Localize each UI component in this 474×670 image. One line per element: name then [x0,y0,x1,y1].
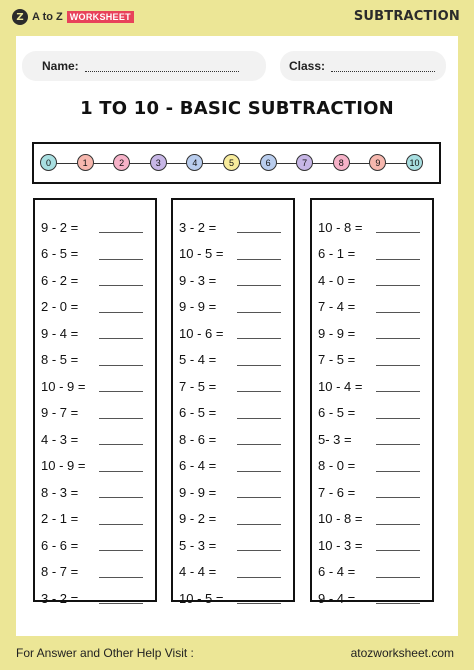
answer-blank[interactable] [237,354,281,366]
problem-row [35,320,155,347]
answer-blank[interactable] [376,486,420,498]
answer-blank[interactable] [99,513,143,525]
problem-equation: 10 - 8 = [318,511,363,527]
answer-blank[interactable] [237,274,281,286]
problem-row [35,241,155,268]
problem-equation: 6 - 5 = [318,405,356,421]
problem-equation: 10 - 9 = [41,378,86,394]
answer-blank[interactable] [237,433,281,445]
answer-blank[interactable] [99,301,143,313]
problem-row [173,241,293,268]
problem-row [35,214,155,241]
problem-row [173,294,293,321]
problem-row [312,373,432,400]
number-ball: 2 [113,154,130,171]
answer-blank[interactable] [376,433,420,445]
number-ball: 9 [369,154,386,171]
logo-z-icon: Z [12,9,28,25]
problem-equation: 9 - 4 = [41,325,79,341]
problem-equation: 5 - 3 = [179,537,217,553]
problem-row [312,400,432,427]
problem-equation: 3 - 2 = [41,590,79,606]
problem-row [173,532,293,559]
answer-blank[interactable] [99,433,143,445]
problem-row [312,214,432,241]
problem-row [312,479,432,506]
number-ball: 10 [406,154,423,171]
problem-row [35,347,155,374]
problem-row [35,294,155,321]
name-field[interactable] [22,51,266,81]
problem-equation: 6 - 4 = [318,564,356,580]
problem-equation: 10 - 5 = [179,246,224,262]
problem-row [173,426,293,453]
class-label: Class: [289,59,326,73]
problem-row [312,506,432,533]
answer-blank[interactable] [99,274,143,286]
number-ball: 4 [186,154,203,171]
problem-row [35,506,155,533]
answer-blank[interactable] [376,221,420,233]
problem-equation: 10 - 8 = [318,219,363,235]
problem-equation: 6 - 4 = [179,458,217,474]
problem-row [173,479,293,506]
problem-equation: 6 - 2 = [41,272,79,288]
answer-blank[interactable] [376,301,420,313]
problem-equation: 5- 3 = [318,431,352,447]
answer-blank[interactable] [99,539,143,551]
problem-row [35,267,155,294]
answer-blank[interactable] [237,592,281,604]
problem-equation: 9 - 9 = [318,325,356,341]
answer-blank[interactable] [99,248,143,260]
answer-blank[interactable] [376,407,420,419]
problem-row [312,426,432,453]
answer-blank[interactable] [99,354,143,366]
answer-blank[interactable] [237,407,281,419]
class-field[interactable] [280,51,446,81]
problem-equation: 9 - 2 = [41,219,79,235]
answer-blank[interactable] [376,513,420,525]
name-label: Name: [42,59,79,73]
number-ball: 1 [77,154,94,171]
problem-row [312,532,432,559]
problem-equation: 8 - 0 = [318,458,356,474]
answer-blank[interactable] [376,566,420,578]
problem-equation: 10 - 5 = [179,590,224,606]
answer-blank[interactable] [237,539,281,551]
logo-text: A to Z [32,11,63,23]
problem-row [35,532,155,559]
problem-equation: 8 - 3 = [41,484,79,500]
problem-equation: 10 - 9 = [41,458,86,474]
problem-equation: 10 - 6 = [179,325,224,341]
answer-blank[interactable] [237,486,281,498]
problem-equation: 7 - 5 = [179,378,217,394]
problem-row [312,585,432,612]
problem-row [35,426,155,453]
problem-row [35,400,155,427]
footer-website[interactable]: atozworksheet.com [350,646,454,660]
problem-column-2 [171,198,295,606]
problem-equation: 2 - 0 = [41,299,79,315]
problem-equation: 9 - 4 = [318,590,356,606]
answer-blank[interactable] [237,380,281,392]
problem-row [312,241,432,268]
problem-equation: 4 - 3 = [41,431,79,447]
problem-equation: 9 - 9 = [179,484,217,500]
answer-blank[interactable] [99,460,143,472]
problem-row [173,267,293,294]
page-header [0,0,474,36]
name-input-line[interactable] [85,60,239,72]
answer-blank[interactable] [376,592,420,604]
problem-row [312,347,432,374]
answer-blank[interactable] [376,354,420,366]
number-ball: 6 [260,154,277,171]
answer-blank[interactable] [99,380,143,392]
problem-row [312,559,432,586]
worksheet-sheet [16,36,458,636]
problem-equation: 8 - 6 = [179,431,217,447]
answer-blank[interactable] [99,592,143,604]
answer-blank[interactable] [376,460,420,472]
problem-row [173,506,293,533]
number-ball: 3 [150,154,167,171]
problem-equation: 6 - 5 = [41,246,79,262]
answer-blank[interactable] [99,221,143,233]
problem-row [173,559,293,586]
answer-blank[interactable] [99,407,143,419]
problem-equation: 8 - 5 = [41,352,79,368]
answer-blank[interactable] [237,248,281,260]
number-ball: 8 [333,154,350,171]
answer-blank[interactable] [99,566,143,578]
class-input-line[interactable] [331,60,435,72]
problem-equation: 6 - 5 = [179,405,217,421]
problem-row [35,585,155,612]
answer-blank[interactable] [99,486,143,498]
problem-column-1 [33,198,157,606]
problem-row [173,373,293,400]
number-ball: 0 [40,154,57,171]
number-line [32,142,441,184]
number-ball: 7 [296,154,313,171]
answer-blank[interactable] [237,460,281,472]
answer-blank[interactable] [376,248,420,260]
problem-row [173,453,293,480]
problem-equation: 5 - 4 = [179,352,217,368]
problem-row [173,347,293,374]
footer-help-text: For Answer and Other Help Visit : [16,646,194,660]
problem-equation: 9 - 9 = [179,299,217,315]
problem-row [35,479,155,506]
problem-equation: 10 - 3 = [318,537,363,553]
page-footer [0,636,474,670]
number-ball: 5 [223,154,240,171]
answer-blank[interactable] [237,221,281,233]
logo-tag: WORKSHEET [67,11,134,23]
problem-row [173,320,293,347]
problem-equation: 2 - 1 = [41,511,79,527]
answer-blank[interactable] [376,539,420,551]
problem-equation: 6 - 1 = [318,246,356,262]
problem-equation: 4 - 0 = [318,272,356,288]
answer-blank[interactable] [99,327,143,339]
answer-blank[interactable] [376,380,420,392]
problem-row [312,320,432,347]
problem-row [173,214,293,241]
problem-column-3 [310,198,434,606]
problem-equation: 7 - 4 = [318,299,356,315]
problem-row [312,453,432,480]
problem-row [35,453,155,480]
problem-equation: 6 - 6 = [41,537,79,553]
answer-blank[interactable] [237,327,281,339]
problem-equation: 7 - 5 = [318,352,356,368]
worksheet-title: 1 TO 10 - BASIC SUBTRACTION [80,98,394,119]
answer-blank[interactable] [376,274,420,286]
problem-equation: 9 - 7 = [41,405,79,421]
problem-row [173,400,293,427]
problem-equation: 3 - 2 = [179,219,217,235]
answer-blank[interactable] [237,301,281,313]
answer-blank[interactable] [237,566,281,578]
problem-row [312,294,432,321]
answer-blank[interactable] [376,327,420,339]
brand-logo [12,9,134,25]
problem-equation: 4 - 4 = [179,564,217,580]
problem-equation: 10 - 4 = [318,378,363,394]
problem-row [35,373,155,400]
problem-equation: 9 - 2 = [179,511,217,527]
problem-equation: 9 - 3 = [179,272,217,288]
problem-row [312,267,432,294]
problem-row [173,585,293,612]
problem-equation: 7 - 6 = [318,484,356,500]
answer-blank[interactable] [237,513,281,525]
subject-title: SUBTRACTION [353,9,460,24]
problem-equation: 8 - 7 = [41,564,79,580]
problem-row [35,559,155,586]
